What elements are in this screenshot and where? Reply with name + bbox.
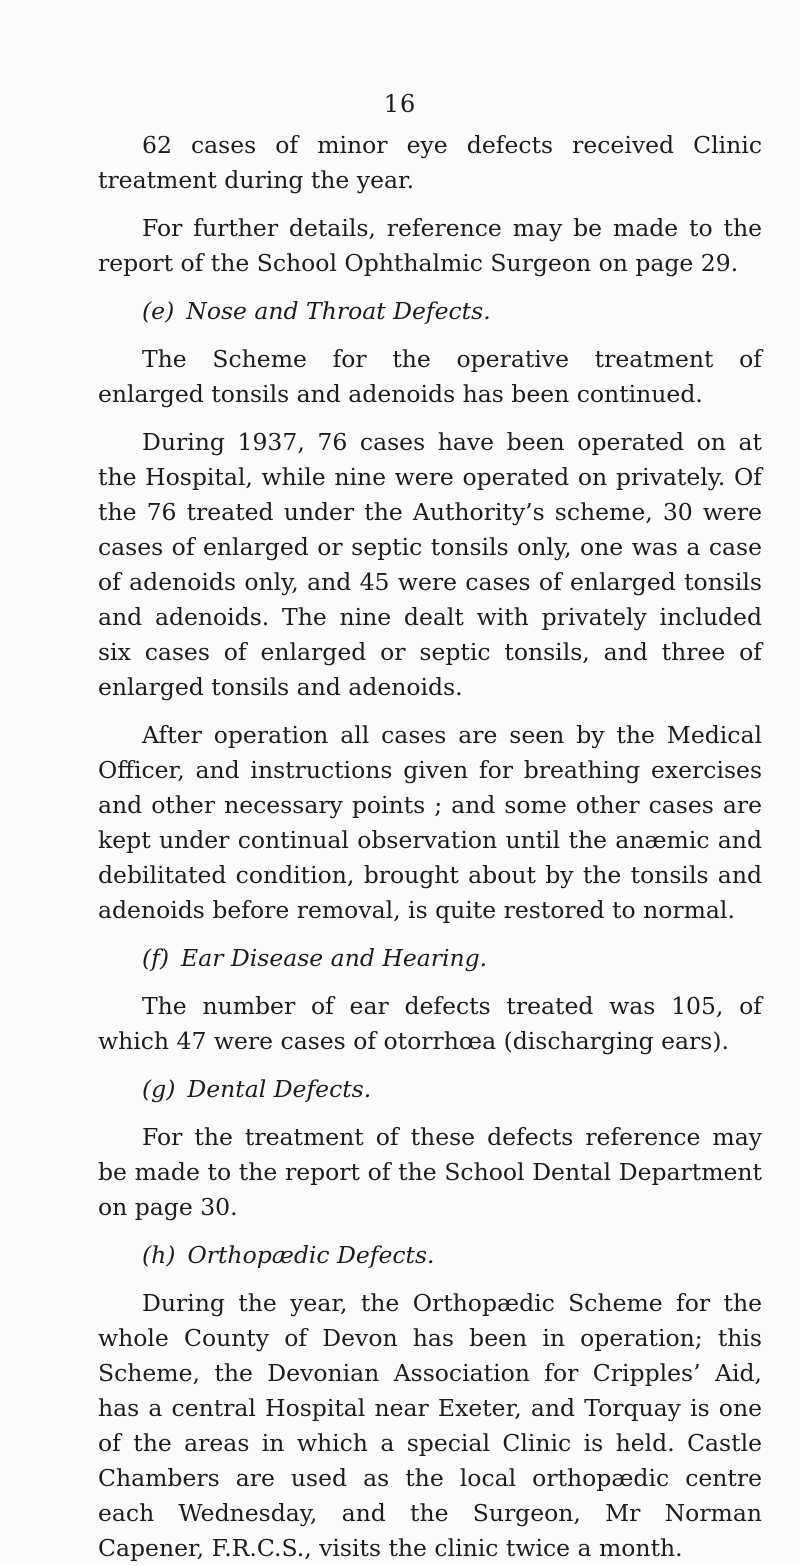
paragraph-orthopaedic-scheme: During the year, the Orthopædic Scheme for the whole County of Devon has been in operation; this Scheme, the Devonian Association for Cripples’ Aid, has a central Hospital near Exeter, and Torquay is one of the areas in which a special Clinic is held. Castle Chambers are used as the local orthopædic centre each Wednesday, and the Surgeon, Mr Norman Capener, F.R.C.S., visits the clinic twice a month. (98, 1289, 762, 1562)
section-title: Orthopædic Defects. (187, 1241, 435, 1269)
section-title: Nose and Throat Defects. (186, 297, 491, 325)
section-letter: (f) (142, 944, 170, 972)
paragraph-dental-reference: For the treatment of these defects reference may be made to the report of the School Dental Department on page 30. (98, 1123, 762, 1221)
section-title: Dental Defects. (187, 1075, 372, 1103)
section-letter: (h) (142, 1241, 176, 1269)
paragraph-eye-defects: 62 cases of minor eye defects received Clinic treatment during the year. (98, 131, 762, 194)
section-heading-ear-disease (98, 941, 762, 976)
document-body (98, 128, 762, 1566)
page-number: 16 (383, 90, 417, 118)
section-title: Ear Disease and Hearing. (181, 944, 488, 972)
paragraph-after-operation: After operation all cases are seen by the Medical Officer, and instructions given for breathing exercises and other necessary points ; and some other cases are kept under continual observation until the anæmic and debilitated condition, brought about by the tonsils and adenoids before removal, is quite restored to normal. (98, 721, 762, 924)
paragraph-operations-1937: During 1937, 76 cases have been operated on at the Hospital, while nine were operated on privately. Of the 76 treated under the Authority’s scheme, 30 were cases of enlarged or septic tonsils only, one was a case of adenoids only, and 45 were cases of enlarged tonsils and adenoids. The nine dealt with privately included six cases of enlarged or septic tonsils, and three of enlarged tonsils and adenoids. (98, 428, 762, 701)
paragraph-ophthalmic-reference: For further details, reference may be made to the report of the School Ophthalmic Surgeon on page 29. (98, 214, 762, 277)
section-letter: (g) (142, 1075, 176, 1103)
section-heading-orthopaedic (98, 1238, 762, 1273)
paragraph-tonsils-scheme: The Scheme for the operative treatment of enlarged tonsils and adenoids has been continued. (98, 345, 762, 408)
section-letter: (e) (142, 297, 175, 325)
section-heading-dental (98, 1072, 762, 1107)
section-heading-nose-throat (98, 294, 762, 329)
paragraph-ear-defects: The number of ear defects treated was 105, of which 47 were cases of otorrhœa (discharging ears). (98, 992, 762, 1055)
